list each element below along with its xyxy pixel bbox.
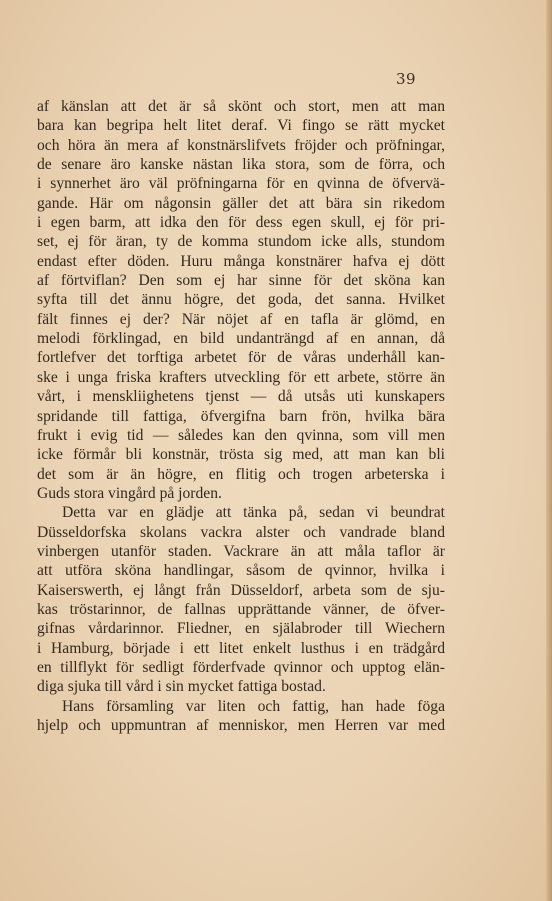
text-line: i egen barm, att idka den för dess egen skull, ej för pri-: [37, 214, 445, 232]
text-line: och höra än mera af konstnärslifvets fröjder och pröfningar,: [37, 136, 445, 154]
text-line: spridande till fattiga, öfvergifna barn frön, hvilka bära: [37, 407, 445, 425]
text-line: i Hamburg, började i ett litet enkelt lusthus i en trädgård: [37, 639, 445, 657]
text-line: fält finnes ej der? När nöjet af en tafla är glömd, en: [37, 310, 445, 328]
text-line: en tillflykt för sedligt förderfvade qvinnor och upptog elän-: [37, 658, 445, 676]
text-line: i synnerhet äro väl pröfningarna för en qvinna de öfvervä-: [37, 175, 445, 193]
text-line: vårt, i menskliighetens tjenst — då utsås uti kunskapers: [37, 388, 445, 406]
body-text: [37, 97, 445, 735]
text-line: vinbergen utanför staden. Vackrare än att måla taflor är: [37, 542, 445, 560]
text-line: frukt i evig tid — således kan den qvinna, som vill men: [37, 426, 445, 444]
text-line: gande. Här om någonsin gäller det att bära sin rikedom: [37, 194, 445, 212]
text-line: af känslan att det är så skönt och stort, men att man: [37, 98, 445, 115]
text-line: bara kan begripa helt litet deraf. Vi fingo se rätt mycket: [37, 117, 445, 135]
text-line: diga sjuka till vård i sin mycket fattiga bostad.: [37, 678, 326, 696]
text-line: Hans församling var liten och fattig, han hade föga: [62, 697, 445, 715]
text-line: syfta till det ännu högre, det goda, det sanna. Hvilket: [37, 291, 445, 309]
text-line: icke förmår bli konstnär, trösta sig med, att man kan bli: [37, 446, 445, 464]
page-number: 39: [396, 70, 417, 88]
text-line: gifnas vårdarinnor. Fliedner, en själabroder till Wiechern: [37, 620, 445, 638]
text-line: Kaiserswerth, ej långt från Düsseldorf, arbeta som de sju-: [37, 581, 445, 599]
text-line: de senare äro kanske nästan lika stora, som de förra, och: [37, 156, 445, 174]
text-line: melodi förklingad, en bild undanträngd af en annan, då: [37, 330, 445, 348]
text-line: Düsseldorfska skolans vackra alster och vandrade bland: [37, 523, 445, 541]
text-line: att utföra sköna handlingar, såsom de qvinnor, hvilka i: [37, 562, 445, 580]
text-line: det som är än högre, en flitig och trogen arbeterska i: [37, 465, 445, 483]
text-line: hjelp och uppmuntran af menniskor, men Herren var med: [37, 717, 445, 734]
text-line: set, ej för äran, ty de komma stundom icke alls, stundom: [37, 233, 445, 251]
text-line: ske i unga friska krafters utveckling för ett arbete, större än: [37, 368, 445, 386]
text-line: Detta var en glädje att tänka på, sedan vi beundrat: [62, 504, 445, 522]
text-line: fortlefver det torftiga arbetet för de våras underhåll kan-: [37, 349, 445, 367]
text-line: Guds stora vingård på jorden.: [37, 484, 222, 502]
text-line: kas tröstarinnor, de fallnas upprättande vänner, de öfver-: [37, 600, 445, 618]
text-line: af förtviflan? Den som ej har sinne för det sköna kan: [37, 272, 445, 290]
text-line: endast efter döden. Huru många konstnärer hafva ej dött: [37, 252, 445, 270]
page-edge: [546, 0, 552, 901]
